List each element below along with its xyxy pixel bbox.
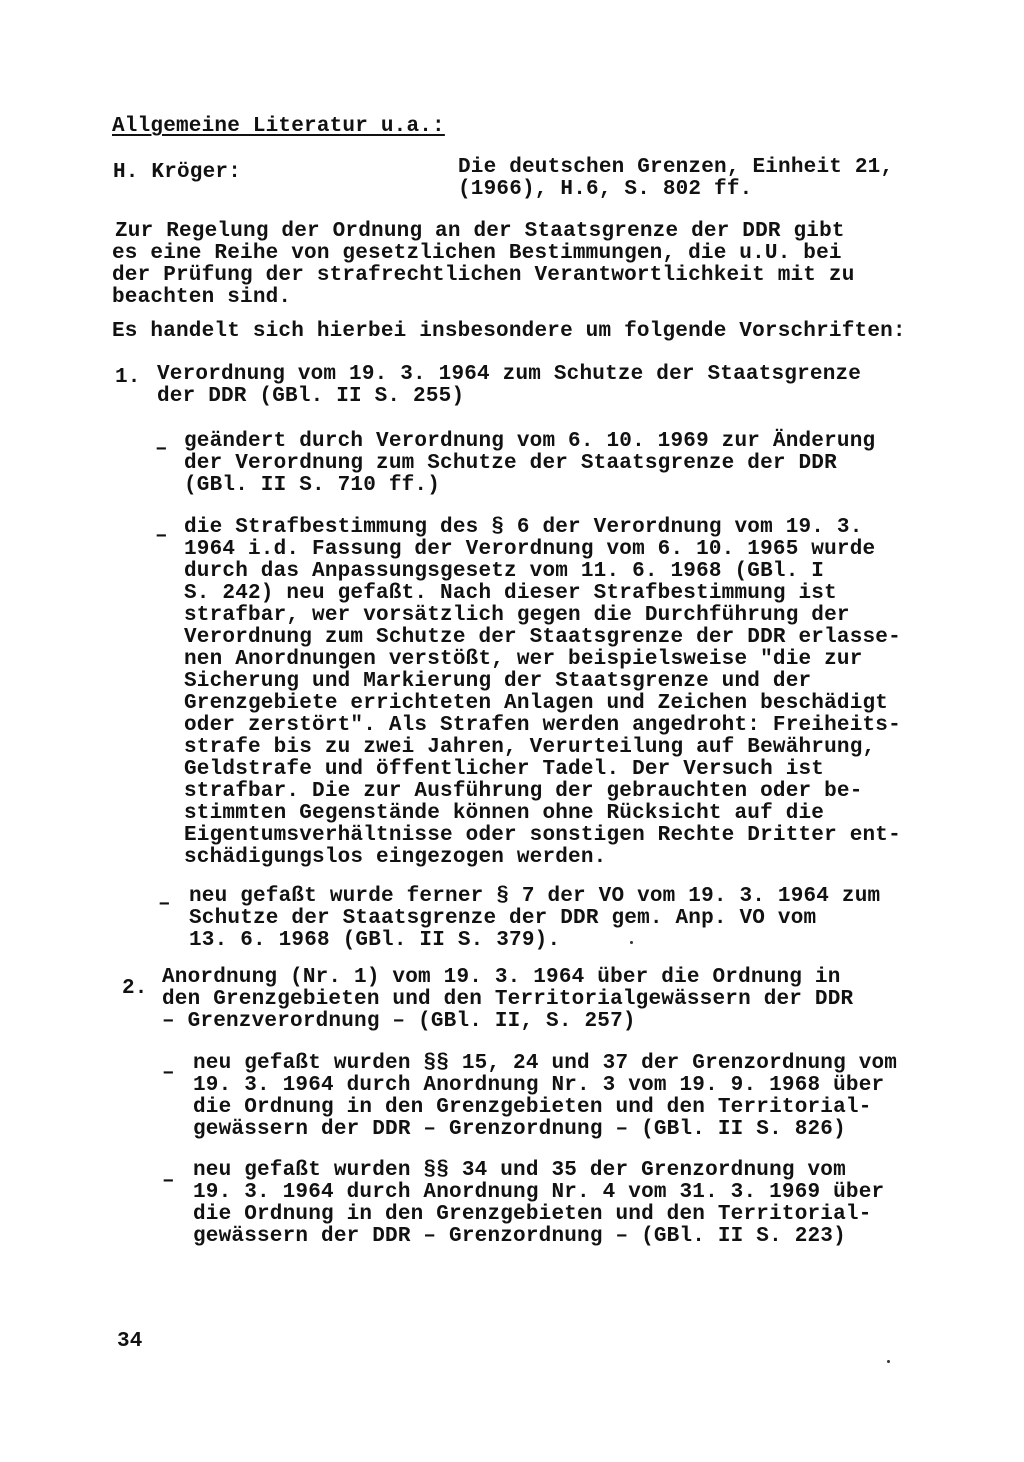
intro-line: beachten sind. [112, 286, 292, 309]
subitem-line: 19. 3. 1964 durch Anordnung Nr. 4 vom 31. 3. 1969 über [193, 1181, 885, 1204]
subitem-line: geändert durch Verordnung vom 6. 10. 1969 zur Änderung [184, 430, 876, 453]
item-line: – Grenzverordnung – (GBl. II, S. 257) [162, 1010, 636, 1033]
subitem-line: Sicherung und Markierung der Staatsgrenze und der [184, 670, 812, 693]
subitem-line: 19. 3. 1964 durch Anordnung Nr. 3 vom 19. 9. 1968 über [193, 1074, 885, 1097]
subitem-line: Verordnung zum Schutze der Staatsgrenze der DDR erlasse- [184, 626, 901, 649]
item-line: Verordnung vom 19. 3. 1964 zum Schutze der Staatsgrenze [157, 363, 862, 386]
subitem-line: neu gefaßt wurden §§ 15, 24 und 37 der Grenzordnung vom [193, 1052, 898, 1075]
subitem-line: die Strafbestimmung des § 6 der Verordnung vom 19. 3. [184, 516, 863, 539]
subitem-line: Schutze der Staatsgrenze der DDR gem. Anp. VO vom [189, 907, 817, 930]
subitem-line: der Verordnung zum Schutze der Staatsgrenze der DDR [184, 452, 837, 475]
item-line: den Grenzgebieten und den Territorialgewässern der DDR [162, 988, 854, 1011]
subitem-line: neu gefaßt wurden §§ 34 und 35 der Grenzordnung vom [193, 1159, 846, 1182]
subitem-line: nen Anordnungen verstößt, wer beispielsweise "die zur [184, 648, 863, 671]
subitem-line: die Ordnung in den Grenzgebieten und den Territorial- [193, 1203, 872, 1226]
ink-speck [630, 941, 633, 944]
dash-marker: – [155, 525, 168, 548]
intro-line: Zur Regelung der Ordnung an der Staatsgrenze der DDR gibt [115, 220, 845, 243]
page-number: 34 [117, 1330, 143, 1353]
subitem-line: stimmten Gegenstände können ohne Rücksicht auf die [184, 802, 825, 825]
subitem-line: strafe bis zu zwei Jahren, Verurteilung auf Bewährung, [184, 736, 876, 759]
dash-marker: – [158, 893, 171, 916]
reference-author: H. Kröger: [113, 161, 242, 184]
item-number: 2. [122, 977, 148, 1000]
ink-speck [887, 1360, 890, 1363]
reference-line: Die deutschen Grenzen, Einheit 21, [458, 156, 894, 179]
item-number: 1. [115, 366, 141, 389]
reference-line: (1966), H.6, S. 802 ff. [458, 178, 753, 201]
subitem-line: 13. 6. 1968 (GBl. II S. 379). [189, 929, 561, 952]
section-heading: Allgemeine Literatur u.a.: [112, 115, 445, 138]
intro-line-2: Es handelt sich hierbei insbesondere um folgende Vorschriften: [112, 320, 906, 343]
subitem-line: S. 242) neu gefaßt. Nach dieser Strafbestimmung ist [184, 582, 837, 605]
item-line: der DDR (GBl. II S. 255) [157, 385, 465, 408]
subitem-line: die Ordnung in den Grenzgebieten und den Territorial- [193, 1096, 872, 1119]
subitem-line: oder zerstört". Als Strafen werden angedroht: Freiheits- [184, 714, 901, 737]
subitem-line: strafbar, wer vorsätzlich gegen die Durchführung der [184, 604, 850, 627]
dash-marker: – [162, 1062, 175, 1085]
subitem-line: Geldstrafe und öffentlicher Tadel. Der Versuch ist [184, 758, 825, 781]
subitem-line: durch das Anpassungsgesetz vom 11. 6. 1968 (GBl. I [184, 560, 825, 583]
dash-marker: – [155, 438, 168, 461]
subitem-line: Grenzgebiete errichteten Anlagen und Zeichen beschädigt [184, 692, 889, 715]
intro-line: der Prüfung der strafrechtlichen Verantwortlichkeit mit zu [112, 264, 855, 287]
intro-line: es eine Reihe von gesetzlichen Bestimmungen, die u.U. bei [112, 242, 842, 265]
subitem-line: schädigungslos eingezogen werden. [184, 846, 607, 869]
subitem-line: gewässern der DDR – Grenzordnung – (GBl. II S. 223) [193, 1225, 846, 1248]
item-line: Anordnung (Nr. 1) vom 19. 3. 1964 über die Ordnung in [162, 966, 841, 989]
subitem-line: (GBl. II S. 710 ff.) [184, 474, 441, 497]
subitem-line: gewässern der DDR – Grenzordnung – (GBl. II S. 826) [193, 1118, 846, 1141]
subitem-line: strafbar. Die zur Ausführung der gebrauchten oder be- [184, 780, 863, 803]
subitem-line: neu gefaßt wurde ferner § 7 der VO vom 19. 3. 1964 zum [189, 885, 881, 908]
subitem-line: Eigentumsverhältnisse oder sonstigen Rechte Dritter ent- [184, 824, 901, 847]
dash-marker: – [162, 1170, 175, 1193]
subitem-line: 1964 i.d. Fassung der Verordnung vom 6. 10. 1965 wurde [184, 538, 876, 561]
